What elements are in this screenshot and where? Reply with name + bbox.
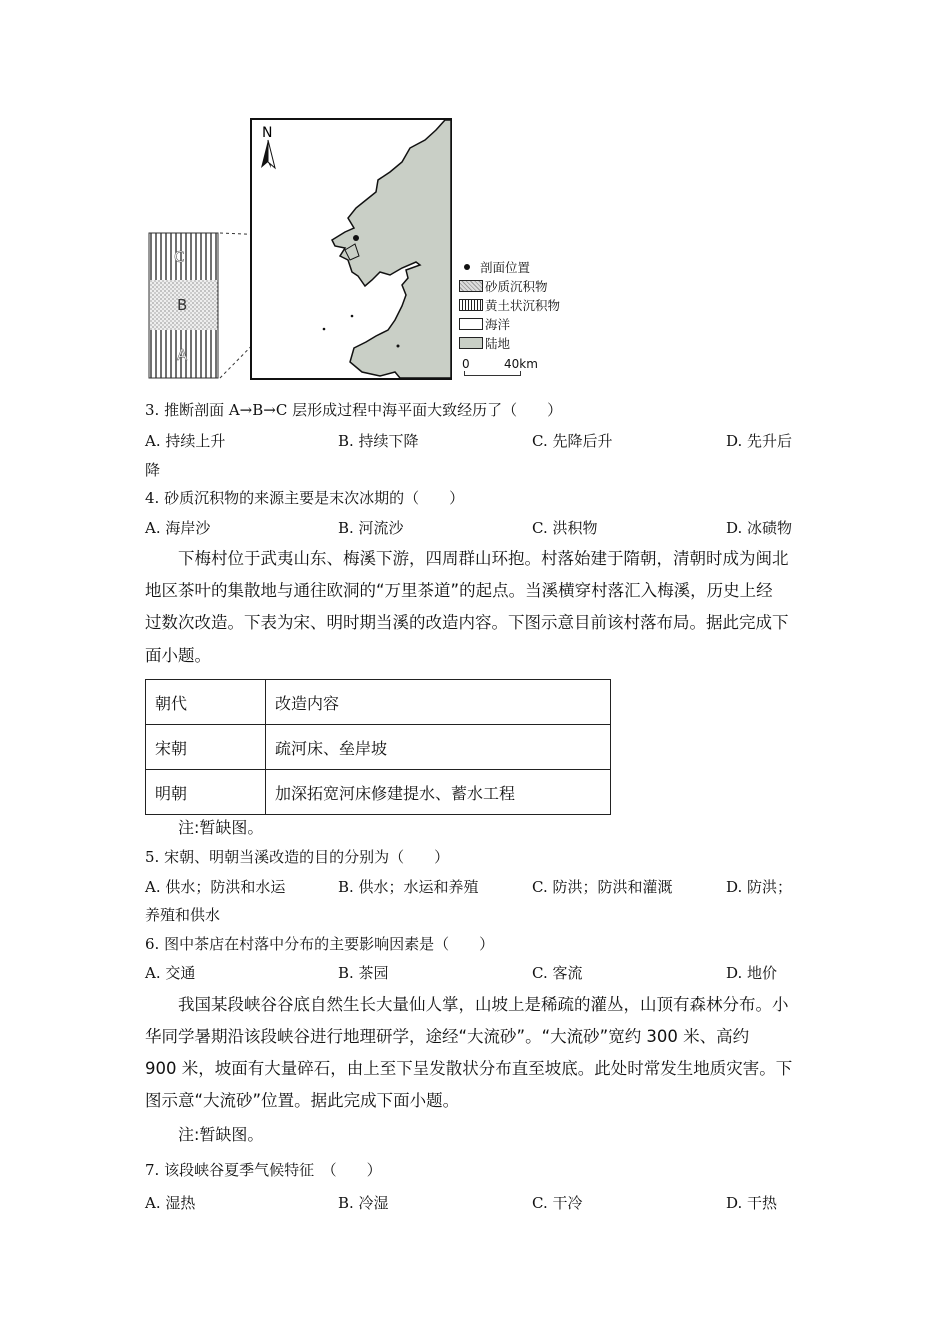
layer-label-c: C xyxy=(174,248,185,266)
passage-1-line: 面小题。 xyxy=(145,646,211,665)
q6-option-d[interactable]: D. 地价 xyxy=(726,964,778,982)
q4-option-c[interactable]: C. 洪积物 xyxy=(532,519,598,537)
q5-option-d[interactable]: D. 防洪； xyxy=(726,878,793,896)
q4-option-b[interactable]: B. 河流沙 xyxy=(338,519,404,537)
q6-option-a[interactable]: A. 交通 xyxy=(145,964,196,982)
passage-1-line: 地区茶叶的集散地与通往欧洞的“万里茶道”的起点。当溪横穿村落汇入梅溪，历史上经 xyxy=(145,581,773,600)
passage-2-line: 图示意“大流砂”位置。据此完成下面小题。 xyxy=(145,1091,460,1110)
legend-profile-location: 剖面位置 xyxy=(459,258,530,276)
passage-2-line: 华同学暑期沿该段峡谷进行地理研学，途经“大流砂”。“大流砂”宽约 300 米、高约 xyxy=(145,1027,750,1046)
q5-option-b[interactable]: B. 供水；水运和养殖 xyxy=(338,878,479,896)
q5-option-c[interactable]: C. 防洪；防洪和灌溉 xyxy=(532,878,673,896)
question-5-stem: 5. 宋朝、明朝当溪改造的目的分别为（ ） xyxy=(145,848,450,866)
passage-2-line: 900 米，坡面有大量碎石，由上至下呈发散状分布直至坡底。此处时常发生地质灾害。下 xyxy=(145,1059,793,1078)
q6-option-c[interactable]: C. 客流 xyxy=(532,964,583,982)
q7-option-a[interactable]: A. 湿热 xyxy=(145,1194,196,1212)
q5-option-a[interactable]: A. 供水；防洪和水运 xyxy=(145,878,286,896)
q3-option-a[interactable]: A. 持续上升 xyxy=(145,432,226,450)
question-4-stem: 4. 砂质沉积物的来源主要是末次冰期的（ ） xyxy=(145,489,465,507)
reform-table xyxy=(145,679,611,815)
profile-location-dot xyxy=(353,235,359,241)
q3-option-c[interactable]: C. 先降后升 xyxy=(532,432,613,450)
q7-option-c[interactable]: C. 干冷 xyxy=(532,1194,583,1212)
question-3-stem: 3. 推断剖面 A→B→C 层形成过程中海平面大致经历了（ ） xyxy=(145,401,563,419)
passage-2-line: 我国某段峡谷谷底自然生长大量仙人掌，山坡上是稀疏的灌丛，山顶有森林分布。小 xyxy=(178,995,789,1014)
q4-option-a[interactable]: A. 海岸沙 xyxy=(145,519,211,537)
table-row: 明朝 加深拓宽河床修建提水、蓄水工程 xyxy=(146,770,611,815)
north-label: N xyxy=(262,125,273,141)
q3-option-d[interactable]: D. 先升后 xyxy=(726,432,793,450)
table-header-row: 朝代 改造内容 xyxy=(146,680,611,725)
layer-label-b: B xyxy=(177,296,188,314)
note-missing-figure: 注:暂缺图。 xyxy=(178,1125,264,1144)
q7-option-d[interactable]: D. 干热 xyxy=(726,1194,778,1212)
q6-option-b[interactable]: B. 茶园 xyxy=(338,964,389,982)
q5-option-d-wrap: 养殖和供水 xyxy=(145,906,221,924)
passage-1-line: 下梅村位于武夷山东、梅溪下游，四周群山环抱。村落始建于隋朝，清朝时成为闽北 xyxy=(178,549,789,568)
legend-ocean: 海洋 xyxy=(459,315,510,333)
dot-icon xyxy=(464,264,470,270)
q3-option-d-wrap: 降 xyxy=(145,461,161,479)
question-7-stem: 7. 该段峡谷夏季气候特征 （ ） xyxy=(145,1161,382,1179)
legend-loess-sediment: 黄土状沉积物 xyxy=(459,296,560,314)
legend-sandy-sediment: 砂质沉积物 xyxy=(459,277,548,295)
scale-bar: 0 40km xyxy=(462,357,540,373)
q4-option-d[interactable]: D. 冰碛物 xyxy=(726,519,793,537)
passage-1-line: 过数次改造。下表为宋、明时期当溪的改造内容。下图示意目前该村落布局。据此完成下 xyxy=(145,613,789,632)
legend-land: 陆地 xyxy=(459,334,510,352)
q3-option-b[interactable]: B. 持续下降 xyxy=(338,432,419,450)
q7-option-b[interactable]: B. 冷湿 xyxy=(338,1194,389,1212)
table-row: 宋朝 疏河床、垒岸坡 xyxy=(146,725,611,770)
note-missing-figure: 注:暂缺图。 xyxy=(178,818,264,837)
question-6-stem: 6. 图中茶店在村落中分布的主要影响因素是（ ） xyxy=(145,935,495,953)
layer-label-a: A xyxy=(177,346,188,364)
